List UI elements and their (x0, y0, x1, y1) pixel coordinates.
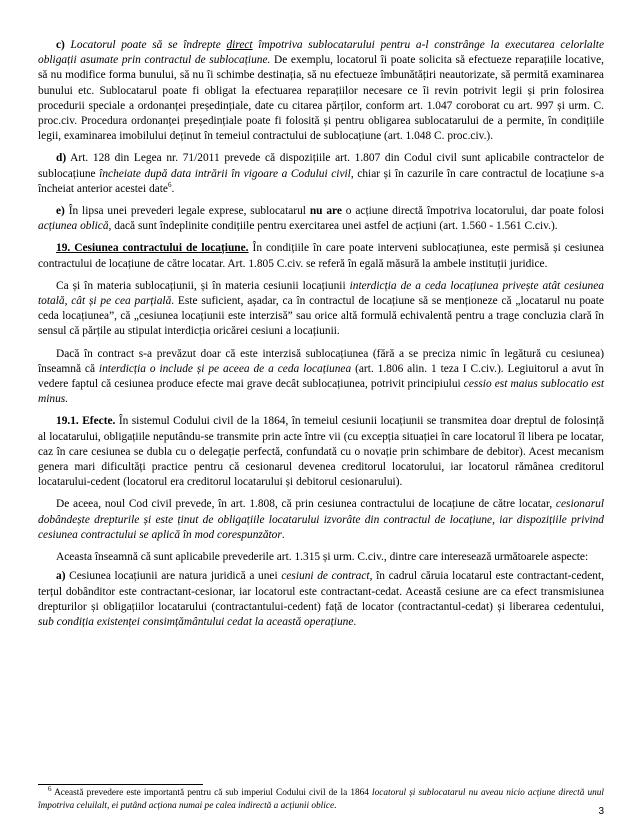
footnote-separator (38, 784, 203, 785)
text-run: interdicția de a ceda locațiunea privește atât cesiunea totală, cât și pe cea parțială (38, 279, 604, 308)
text-run: 19.1. Efecte. (56, 415, 116, 428)
text-run: . (353, 615, 357, 628)
text-run: Această prevedere este importantă pentru că sub imperiul Codului civil de la 1864 (51, 788, 373, 798)
paragraph-art-1315 (38, 550, 604, 565)
text-run: . (281, 528, 285, 541)
paragraph-e (38, 204, 604, 234)
text-run: Cesiunea locațiunii are natura juridică a unei (65, 570, 282, 583)
page-number: 3 (598, 806, 604, 817)
text-run: nu are (309, 205, 342, 218)
text-run: locatorul și sublocatarul nu aveau nicio acțiune directă unul împotriva celuilalt, ei putând acționa numai pe calea indirectă a acțiunii oblice (38, 788, 604, 811)
text-run: cesionarul dobândește drepturile și este ținut de obligațiile locatarului izvorâte din contractul de locațiune, iar dispozițiile privind cesiunea contractului se aplică în mod corespunzător (38, 498, 604, 541)
text-run: , dacă sunt îndeplinite condițiile pentru exercitarea unei astfel de acțiuni (art. 1.560 - 1.561 C.civ.). (108, 220, 558, 233)
footnote-number: 6 (48, 784, 52, 793)
paragraph-art-1808 (38, 497, 604, 543)
footnote-reference: 6 (167, 181, 172, 190)
text-run: d) (56, 152, 67, 165)
text-run: În lipsa unei prevederi legale exprese, sublocatarul (64, 205, 310, 218)
text-run: împotriva sublocatarului pentru a-l constrânge la executarea celorlalte obligații asumate prin contractul de sublocațiune. (38, 39, 604, 67)
text-run: Ca și în materia sublocațiunii, și în materia cesiunii locațiunii (56, 279, 350, 292)
paragraph-interdiction (38, 279, 604, 340)
text-run: sub condiția existenței consimțământului cedat la această operațiune (38, 615, 354, 628)
paragraph-sublease-prohibition (38, 347, 604, 408)
footnote-text (38, 788, 604, 811)
section-19-paragraph (38, 241, 604, 271)
paragraph-c (38, 38, 604, 144)
document-body (38, 38, 604, 637)
paragraph-d (38, 151, 604, 197)
text-run: interdicția o include și pe aceea de a ceda locațiunea (98, 362, 352, 375)
text-run: Art. 128 din Legea nr. 71/2011 prevede că dispozițiile art. 1.807 din Codul civil sunt aplicabile contractelor de sublocațiune (38, 152, 604, 180)
text-run: cesiuni de contract (281, 570, 370, 583)
text-run: acțiunea oblică (38, 220, 109, 233)
text-run: e) (56, 205, 65, 218)
text-run: , chiar și în cazurile în care contractul de locațiune s-a încheiat anterior acestei date (38, 167, 605, 195)
text-run: 19. Cesiunea contractului de locațiune. (56, 242, 249, 255)
text-run: . (334, 800, 337, 811)
text-run: , în cadrul căruia locatarul este contractant-cedent, terțul dobânditor este contractant-cesionar, iar locatorul este contractant-cedat. Această cesiune are ca efect transmisiunea drepturilor și obligațiilor locatarului (contractantului-cedent) față de locator (contractantul-cedat) și liberarea cedentului, (38, 570, 604, 613)
text-run: a) (56, 570, 66, 583)
text-run: De exemplu, locatorul îi poate solicita să efectueze reparațiile locative, să nu modifice forma bunului, să nu îi schimbe destinația, să nu efectueze îmbunătățiri neautorizate, să permită examinarea bunului etc. Sublocatarul poate fi obligat la efectuarea reparațiilor necesare ce îi revin potrivit legii și prin folosirea procedurii speciale a ordonanței președințiale, date cu citarea părților, conform art. 1.047 coroborat cu art. 997 și urm. C. proc.civ. Procedura ordonanței președințiale poate fi folosită și pentru obligarea sublocatarului de a permite, în condițiile legii, examinarea imobilului deținut în temeiul contractului de sublocațiune (art. 1.048 C. proc.civ.). (38, 54, 604, 143)
footnote (38, 784, 604, 812)
section-19-1-paragraph (38, 414, 604, 490)
text-run: În condițiile în care poate interveni sublocațiunea, este permisă și cesiunea contractului de locațiune de către locatar. Art. 1.805 C.civ. se referă în egală măsură la ambele instituții juridice. (38, 242, 604, 270)
text-run: Aceasta înseamnă că sunt aplicabile prevederile art. 1.315 și urm. C.civ., dintre care interesează următoarele aspecte: (56, 551, 589, 564)
text-run: Dacă în contract s-a prevăzut doar că este interzisă sublocațiunea (fără a se preciza nimic în legătură cu cesiunea) înseamnă că (38, 347, 604, 375)
paragraph-a (38, 569, 604, 630)
text-run: De aceea, noul Cod civil prevede, în art. 1.808, că prin cesiunea contractului de locațiune de către locatar, (56, 498, 556, 511)
text-run: o acțiune directă împotriva locatorului, dar poate folosi (341, 205, 604, 218)
text-run: cessio est maius sublocatio est minus. (38, 378, 604, 406)
text-run: . (171, 182, 175, 195)
text-run: În sistemul Codului civil de la 1864, în temeiul cesiunii locațiunii se transmitea doar dreptul de folosință al locatarului, obligațiile neputându-se transmite prin acte între vii (cu excepția situației în care locatorul îl libera pe locatar, caz în care cesiunea se dubla cu o delegație perfectă, confundată cu o novație prin schimbare de debitor). Acest mecanism genera mari dificultăți practice pentru că cesionarul devenea creditorul locatorului, iar locatorul rămânea creditorul locatarului-cedent (locatorul era creditorul locatarului și debitorul cesionarului). (38, 415, 604, 489)
text-run: Locatorul poate să se îndrepte (64, 39, 227, 51)
text-run: c) (56, 39, 65, 51)
text-run: încheiate după data intrării în vigoare a Codului civil (99, 167, 351, 180)
text-run: direct (226, 39, 253, 51)
text-run: . Este suficient, așadar, ca în contractul de locațiune să se menționeze că „locatarul nu poate ceda locațiunea”, că „cesiunea locațiunii este interzisă” sau orice altă formulă echivalentă pentru a trage concluzia clară în sensul că părțile au stipulat interdicția oricărei cesiuni a locațiunii. (38, 295, 604, 338)
text-run: (art. 1.806 alin. 1 teza I C.civ.). Legiuitorul a avut în vedere faptul că cesiunea produce efecte mai grave decât sublocațiunea, potrivit principiului (38, 362, 604, 391)
